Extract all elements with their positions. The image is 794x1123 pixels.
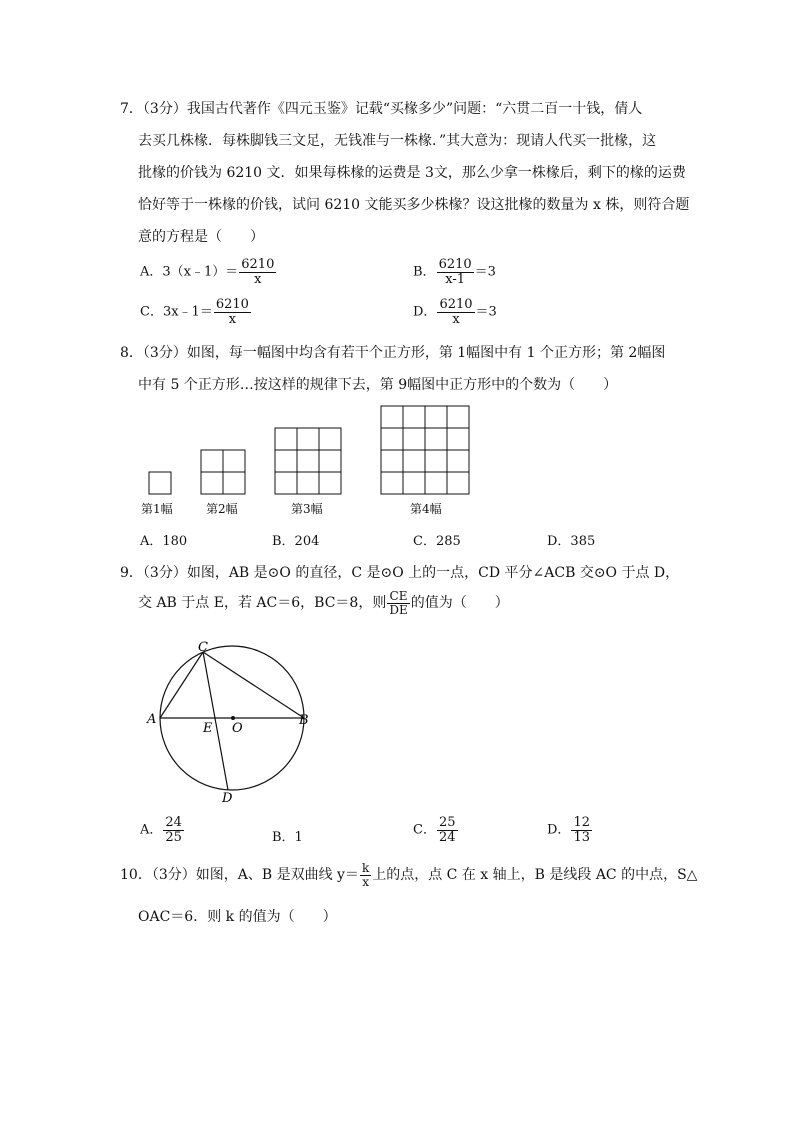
q7-option-d: D． $\frac{6210}{x}$ ＝3: [413, 297, 497, 327]
q7-option-b: B． $\frac{6210}{x-1}$ ＝3: [413, 257, 496, 287]
q7-line-5: 意的方程是（ ）: [138, 229, 264, 245]
chord-ca: [160, 652, 203, 718]
q9-option-d: D． $\frac{12}{13}$: [547, 815, 590, 845]
q7-line-3: 批椽的价钱为 6210 文．如果每株椽的运费是 3文，那么少拿一株椽后，剩下的椽的运费: [138, 165, 686, 181]
point-d-label: D: [222, 791, 233, 806]
q9-option-c: C． $\frac{25}{24}$: [413, 815, 456, 845]
q9-option-a: A． $\frac{24}{25}$: [140, 815, 182, 845]
point-o-label: O: [232, 721, 243, 736]
q8-option-d: D．385: [547, 534, 596, 549]
q7-line-4: 恰好等于一株椽的价钱，试问 6210 文能买多少株椽？设这批椽的数量为 x 株，则符合题: [138, 197, 690, 213]
point-a-label: A: [147, 712, 157, 727]
q9-line-1: 9．（3分）如图，AB 是⊙O 的直径，C 是⊙O 上的一点，CD 平分∠ACB 交⊙O 于点 D，: [120, 565, 680, 581]
q10-line-2: OAC＝6．则 k 的值为（ ）: [138, 909, 337, 925]
q9-option-b: B．1: [272, 830, 303, 845]
point-c-label: C: [198, 640, 208, 655]
q7-line-1: 7．（3分）我国古代著作《四元玉鉴》记载“买椽多少”问题：“六贯二百一十钱，倩人: [120, 101, 643, 117]
fig3-caption: 第3幅: [291, 502, 323, 516]
fig2-caption: 第2幅: [206, 502, 238, 516]
q8-option-c: C．285: [413, 534, 461, 549]
q10-line-1: 10．（3分）如图，A、B 是双曲线 y＝ $\frac{k}{x}$ 上的点，点 C 在 x 轴上，B 是线段 AC 的中点，S△: [120, 861, 698, 889]
q7-option-a: A．3（x﹣1）＝ $\frac{6210}{x}$: [140, 257, 275, 287]
point-b-label: B: [299, 713, 309, 728]
q8-option-a: A．180: [140, 534, 188, 549]
q7-line-2: 去买几株椽．每株脚钱三文足，无钱准与一株椽．”其大意为：现请人代买一批椽，这: [138, 133, 657, 149]
fig1-caption: 第1幅: [141, 502, 173, 516]
q8-line-1: 8．（3分）如图，每一幅图中均含有若干个正方形，第 1幅图中有 1 个正方形；第 2幅图: [120, 345, 666, 361]
chord-cb: [203, 652, 304, 718]
q8-option-b: B．204: [272, 534, 320, 549]
q7-option-c: C．3x﹣1＝ $\frac{6210}{x}$: [140, 297, 249, 327]
center-dot: [231, 716, 235, 720]
q9-line-2: 交 AB 于点 E，若 AC＝6，BC＝8，则 $\frac{CE}{DE}$ 的值为（ ）: [138, 589, 509, 617]
point-e-label: E: [203, 721, 213, 736]
fig4-caption: 第4幅: [410, 502, 442, 516]
q8-line-2: 中有 5 个正方形…按这样的规律下去，第 9幅图中正方形中的个数为（ ）: [138, 377, 618, 393]
